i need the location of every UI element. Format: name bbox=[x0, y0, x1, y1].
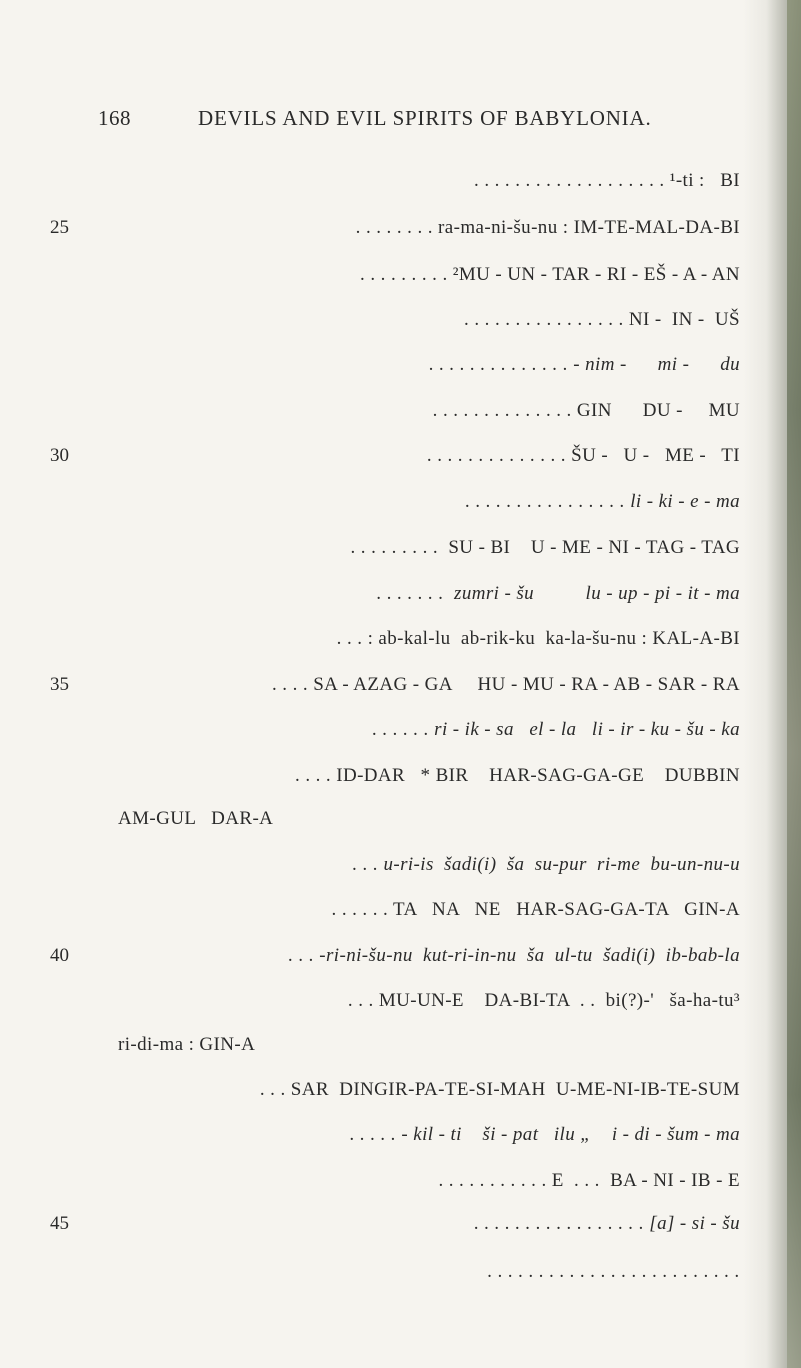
text-line bbox=[0, 445, 760, 479]
text-line bbox=[0, 354, 760, 388]
line-text: . . . . . . . . . . . . . . . . NI - IN - UŠ bbox=[464, 309, 740, 330]
line-number: 25 bbox=[50, 217, 69, 238]
line-text: . . . . . . . . . . . . . . . . li - ki - e - ma bbox=[465, 491, 740, 512]
page-edge-binding bbox=[787, 0, 801, 1368]
text-line bbox=[0, 309, 760, 343]
line-text: . . . . . . . . . . . E . . . BA - NI - IB - E bbox=[438, 1170, 740, 1191]
text-line bbox=[0, 808, 760, 842]
line-text: . . . MU-UN-E DA-BI-TA . . bi(?)-' ša-ha-tu³ bbox=[347, 990, 740, 1011]
text-line bbox=[0, 854, 760, 888]
text-line bbox=[0, 628, 760, 662]
line-text: . . . . . . . . . . . . . . - nim - mi - du bbox=[429, 354, 740, 375]
line-number: 30 bbox=[50, 445, 69, 466]
text-line bbox=[0, 719, 760, 753]
text-line bbox=[0, 1124, 760, 1158]
page-number: 168 bbox=[98, 106, 131, 130]
line-text: . . . . . . ri - ik - sa el - la li - ir - ku - šu - ka bbox=[372, 719, 740, 740]
line-text: AM-GUL DAR-A bbox=[118, 808, 274, 829]
line-text: . . . -ri-ni-šu-nu kut-ri-in-nu ša ul-tu šadi(i) ib-bab-la bbox=[288, 945, 740, 966]
text-line bbox=[0, 899, 760, 933]
line-text: . . . . . . . . . . . . . . GIN DU - MU bbox=[432, 400, 740, 421]
line-text: . . . . . . . . . . . . . . ŠU - U - ME - TI bbox=[426, 445, 740, 466]
line-text: . . . . . . TA NA NE HAR-SAG-GA-TA GIN-A bbox=[331, 899, 740, 920]
line-text: . . . : ab-kal-lu ab-rik-ku ka-la-šu-nu : KAL-A-BI bbox=[336, 628, 740, 649]
line-text: . . . . . . . . . . . . . . . . . . . . . . . . . bbox=[487, 1261, 740, 1282]
running-title: DEVILS AND EVIL SPIRITS OF BABYLONIA. bbox=[198, 106, 652, 130]
text-line bbox=[0, 1261, 760, 1295]
line-text: . . . . . - kil - ti ši - pat ilu „ i - di - šum - ma bbox=[349, 1124, 740, 1145]
text-line bbox=[0, 945, 760, 979]
text-line bbox=[0, 1079, 760, 1113]
line-text: . . . . SA - AZAG - GA HU - MU - RA - AB - SAR - RA bbox=[272, 674, 740, 695]
text-line bbox=[0, 674, 760, 708]
line-text: . . . u-ri-is šadi(i) ša su-pur ri-me bu-un-nu-u bbox=[352, 854, 740, 875]
line-text: . . . . . . . . . . . . . . . . . . . ¹-ti : BI bbox=[474, 170, 740, 191]
line-text: . . . . ID-DAR * BIR HAR-SAG-GA-GE DUBBIN bbox=[295, 765, 740, 786]
text-line bbox=[0, 1034, 760, 1068]
line-text: . . . . . . . . . . . . . . . . . [a] - si - šu bbox=[474, 1213, 740, 1234]
line-text: ri-di-ma : GIN-A bbox=[118, 1034, 256, 1055]
text-line bbox=[0, 583, 760, 617]
text-line bbox=[0, 1213, 760, 1247]
text-line bbox=[0, 400, 760, 434]
line-text: . . . . . . . zumri - šu lu - up - pi - it - ma bbox=[376, 583, 740, 604]
page-header bbox=[0, 106, 740, 136]
line-text: . . . . . . . . . ²MU - UN - TAR - RI - EŠ - A - AN bbox=[360, 264, 740, 285]
line-text: . . . . . . . . . SU - BI U - ME - NI - TAG - TAG bbox=[350, 537, 740, 558]
text-line bbox=[0, 537, 760, 571]
line-text: . . . . . . . . ra-ma-ni-šu-nu : IM-TE-MAL-DA-BI bbox=[355, 217, 740, 238]
text-line bbox=[0, 170, 760, 204]
line-text: . . . SAR DINGIR-PA-TE-SI-MAH U-ME-NI-IB-TE-SUM bbox=[259, 1079, 740, 1100]
text-line bbox=[0, 264, 760, 298]
text-line bbox=[0, 217, 760, 251]
text-line bbox=[0, 990, 760, 1024]
text-line bbox=[0, 1170, 760, 1204]
text-line bbox=[0, 491, 760, 525]
line-number: 45 bbox=[50, 1213, 69, 1234]
text-line bbox=[0, 765, 760, 799]
line-number: 35 bbox=[50, 674, 69, 695]
line-number: 40 bbox=[50, 945, 69, 966]
